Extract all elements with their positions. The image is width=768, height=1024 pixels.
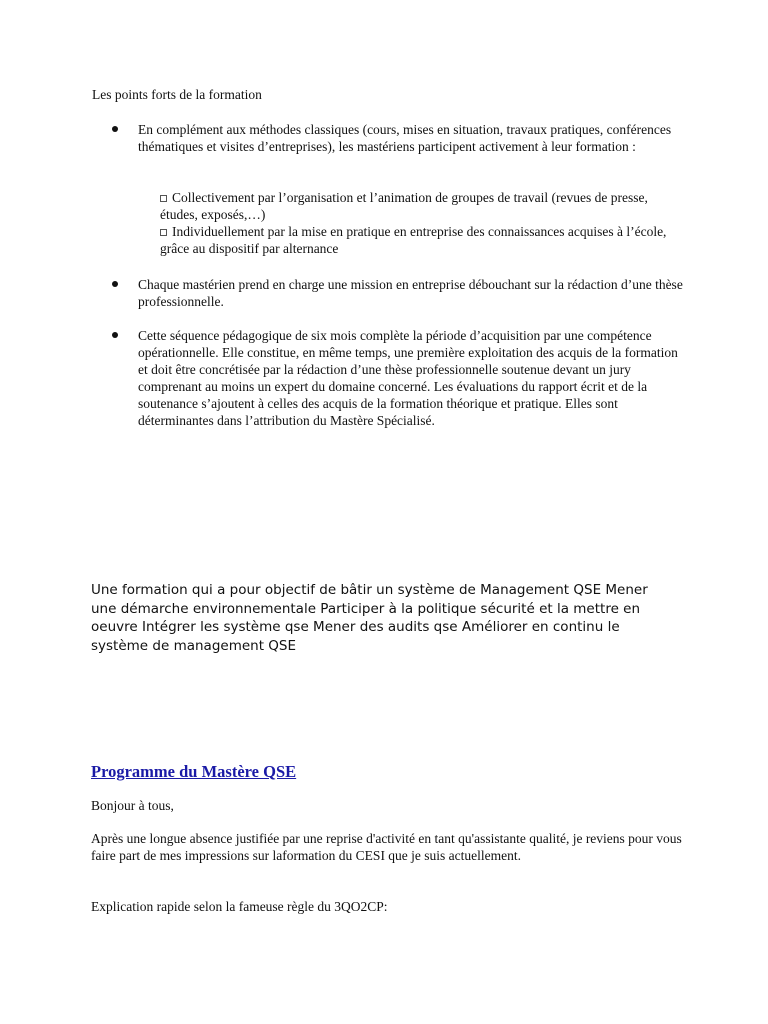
bullet-dot-icon (112, 332, 118, 338)
checkbox-square-icon (160, 229, 167, 236)
sub-item-text: Collectivement par l’organisation et l’animation de groupes de travail (revues de presse, études, exposés,…) (160, 190, 648, 222)
checkbox-square-icon (160, 195, 167, 202)
explanation-text: Explication rapide selon la fameuse règle du 3QO2CP: (91, 899, 388, 914)
sub-item-individual (138, 223, 683, 257)
bullet-item-methods (138, 121, 683, 155)
program-title-link[interactable]: Programme du Mastère QSE (91, 762, 297, 781)
qse-objective-paragraph: Une formation qui a pour objectif de bâtir un système de Management QSE Mener une démarche environnementale Participer à la politique sécurité et la mettre en oeuvre Intégrer les système qse Mener des audits qse Améliorer en continu le système de management QSE (91, 582, 648, 654)
intro-paragraph: Après une longue absence justifiée par une reprise d'activité en tant qu'assistante qualité, je reviens pour vous faire part de mes impressions sur laformation du CESI que je suis actuellement. (91, 831, 682, 863)
bullet-text: En complément aux méthodes classiques (cours, mises en situation, travaux pratiques, conférences thématiques et visites d’entreprises), les mastériens participent activement à leur formation : (138, 122, 672, 154)
bullet-item-sequence (138, 327, 683, 429)
sub-item-text: Individuellement par la mise en pratique en entreprise des connaissances acquises à l’école, grâce au dispositif par alternance (160, 224, 667, 256)
bullet-text: Chaque mastérien prend en charge une mission en entreprise débouchant sur la rédaction d’une thèse professionnelle. (138, 277, 683, 309)
sub-item-collective (138, 189, 683, 223)
bullet-dot-icon (112, 281, 118, 287)
bullet-item-mission (138, 276, 683, 310)
greeting-text: Bonjour à tous, (91, 798, 174, 813)
sub-item-list (138, 189, 683, 257)
bullet-text: Cette séquence pédagogique de six mois complète la période d’acquisition par une compétence opérationnelle. Elle constitue, en même temps, une première exploitation des acquis de la formation et doit être concrétisée par la rédaction d’une thèse professionnelle soutenue devant un jury comprenant au moins un expert du domaine concerné. Les évaluations du rapport écrit et de la soutenance s’ajoutent à celles des acquis de la formation théorique et pratique. Elles sont déterminantes dans l’attribution du Mastère Spécialisé. (138, 328, 678, 428)
section-title: Les points forts de la formation (92, 87, 262, 102)
bullet-dot-icon (112, 126, 118, 132)
